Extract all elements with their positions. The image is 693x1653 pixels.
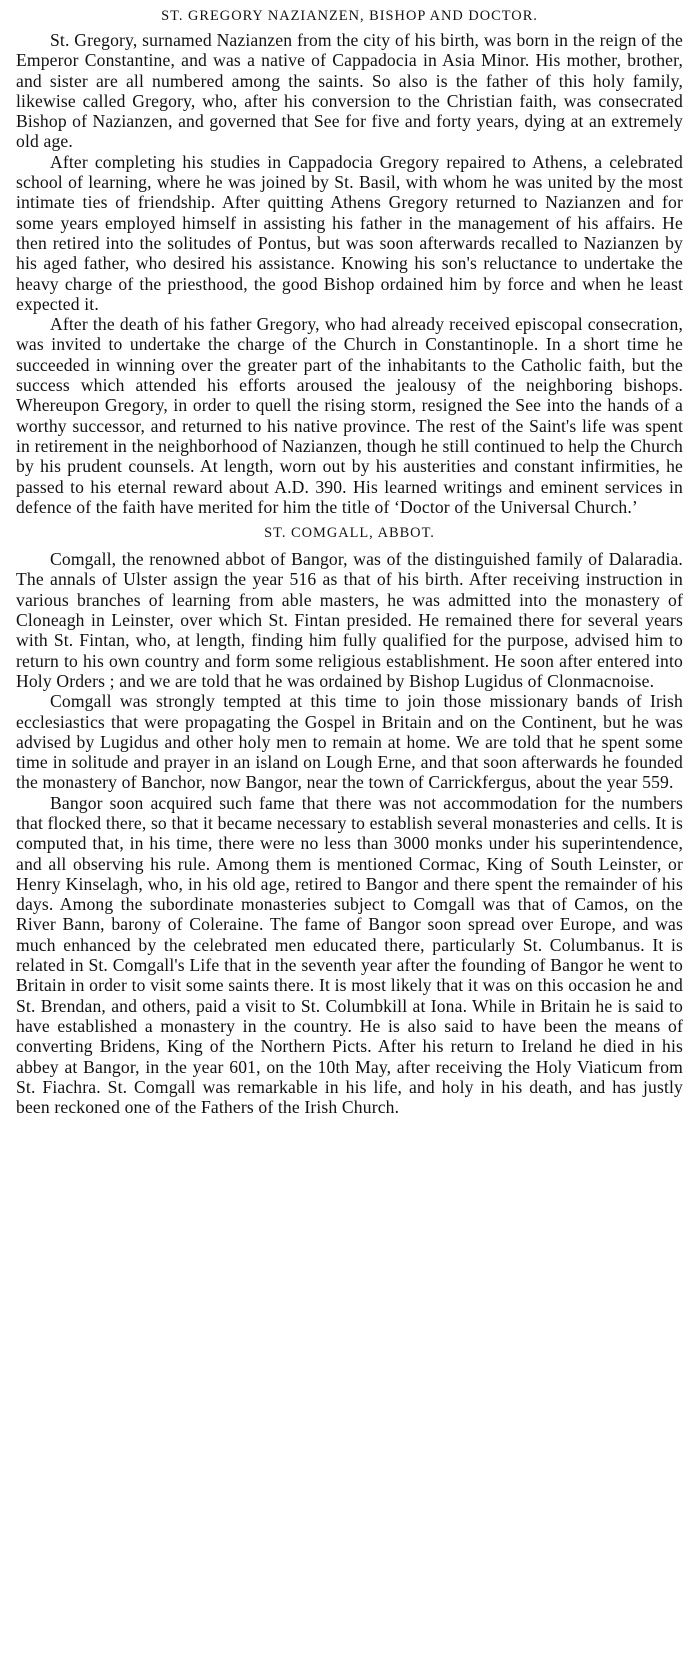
- paragraph: Comgall, the renowned abbot of Bangor, was of the distinguished family of Dalaradia. The annals of Ulster assign the year 516 as that of his birth. After receiving instruction in various branches of learning from able masters, he was admitted into the monastery of Cloneagh in Leinster, over which St. Fintan presided. He remained there for several years with St. Fintan, who, at length, finding him fully qualified for the purpose, advised him to return to his own country and form some religious establishment. He soon after entered into Holy Orders ; and we are told that he was ordained by Bishop Lugidus of Clonmacnoise.: [16, 549, 683, 691]
- paragraph: After the death of his father Gregory, who had already received episcopal consecration, was invited to undertake the charge of the Church in Constantinople. In a short time he succeeded in winning over the greater part of the inhabitants to the Catholic faith, but the success which attended his efforts aroused the jealousy of the neighboring bishops. Whereupon Gregory, in order to quell the rising storm, resigned the See into the hands of a worthy successor, and returned to his native province. The rest of the Saint's life was spent in retirement in the neighborhood of Nazianzen, though he still continued to help the Church by his prudent counsels. At length, worn out by his austerities and constant infirmities, he passed to his eternal reward about A.D. 390. His learned writings and eminent services in defence of the faith have merited for him the title of ‘Doctor of the Universal Church.’: [16, 314, 683, 517]
- section-title: ST. COMGALL, ABBOT.: [264, 525, 435, 542]
- section-title: ST. GREGORY NAZIANZEN, BISHOP AND DOCTOR.: [161, 8, 538, 24]
- article-gregory: [16, 6, 683, 517]
- paragraph: St. Gregory, surnamed Nazianzen from the city of his birth, was born in the reign of the Emperor Constantine, and was a native of Cappadocia in Asia Minor. His mother, brother, and sister are all numbered among the saints. So also is the father of this holy family, likewise called Gregory, who, after his conversion to the Christian faith, was consecrated Bishop of Nazianzen, and governed that See for five and forty years, dying at an extremely old age.: [16, 30, 683, 152]
- paragraph: Comgall was strongly tempted at this time to join those missionary bands of Irish ecclesiastics that were propagating the Gospel in Britain and on the Continent, but he was advised by Lugidus and other holy men to remain at home. We are told that he spent some time in solitude and prayer in an island on Lough Erne, and that soon afterwards he founded the monastery of Banchor, now Bangor, near the town of Carrickfergus, about the year 559.: [16, 691, 683, 793]
- paragraph: Bangor soon acquired such fame that there was not accommodation for the numbers that flocked there, so that it became necessary to establish several monasteries and cells. It is computed that, in his time, there were no less than 3000 monks under his superintendence, and all observing his rule. Among them is mentioned Cormac, King of South Leinster, or Henry Kinselagh, who, in his old age, retired to Bangor and there spent the remainder of his days. Among the subordinate monasteries subject to Comgall was that of Camos, on the River Bann, barony of Coleraine. The fame of Bangor soon spread over Europe, and was much enhanced by the celebrated men educated there, particularly St. Columbanus. It is related in St. Comgall's Life that in the seventh year after the founding of Bangor he went to Britain in order to visit some saints there. It is most likely that it was on this occasion he and St. Brendan, and others, paid a visit to St. Columbkill at Iona. While in Britain he is said to have established a monastery in the country. He is also said to have been the means of converting Bridens, King of the Northern Picts. After his return to Ireland he died in his abbey at Bangor, in the year 601, on the 10th May, after receiving the Holy Viaticum from St. Fiachra. St. Comgall was remarkable in his life, and holy in his death, and has justly been reckoned one of the Fathers of the Irish Church.: [16, 792, 683, 1118]
- article-comgall: [16, 523, 683, 1117]
- paragraph: After completing his studies in Cappadocia Gregory repaired to Athens, a celebrated school of learning, where he was joined by St. Basil, with whom he was united by the most intimate ties of friendship. After quitting Athens Gregory returned to Nazianzen and for some years employed himself in assisting his father in the management of his affairs. He then retired into the solitudes of Pontus, but was soon afterwards recalled to Nazianzen by his aged father, who desired his assistance. Knowing his son's reluctance to undertake the heavy charge of the priesthood, the good Bishop ordained him by force and when he least expected it.: [16, 151, 683, 314]
